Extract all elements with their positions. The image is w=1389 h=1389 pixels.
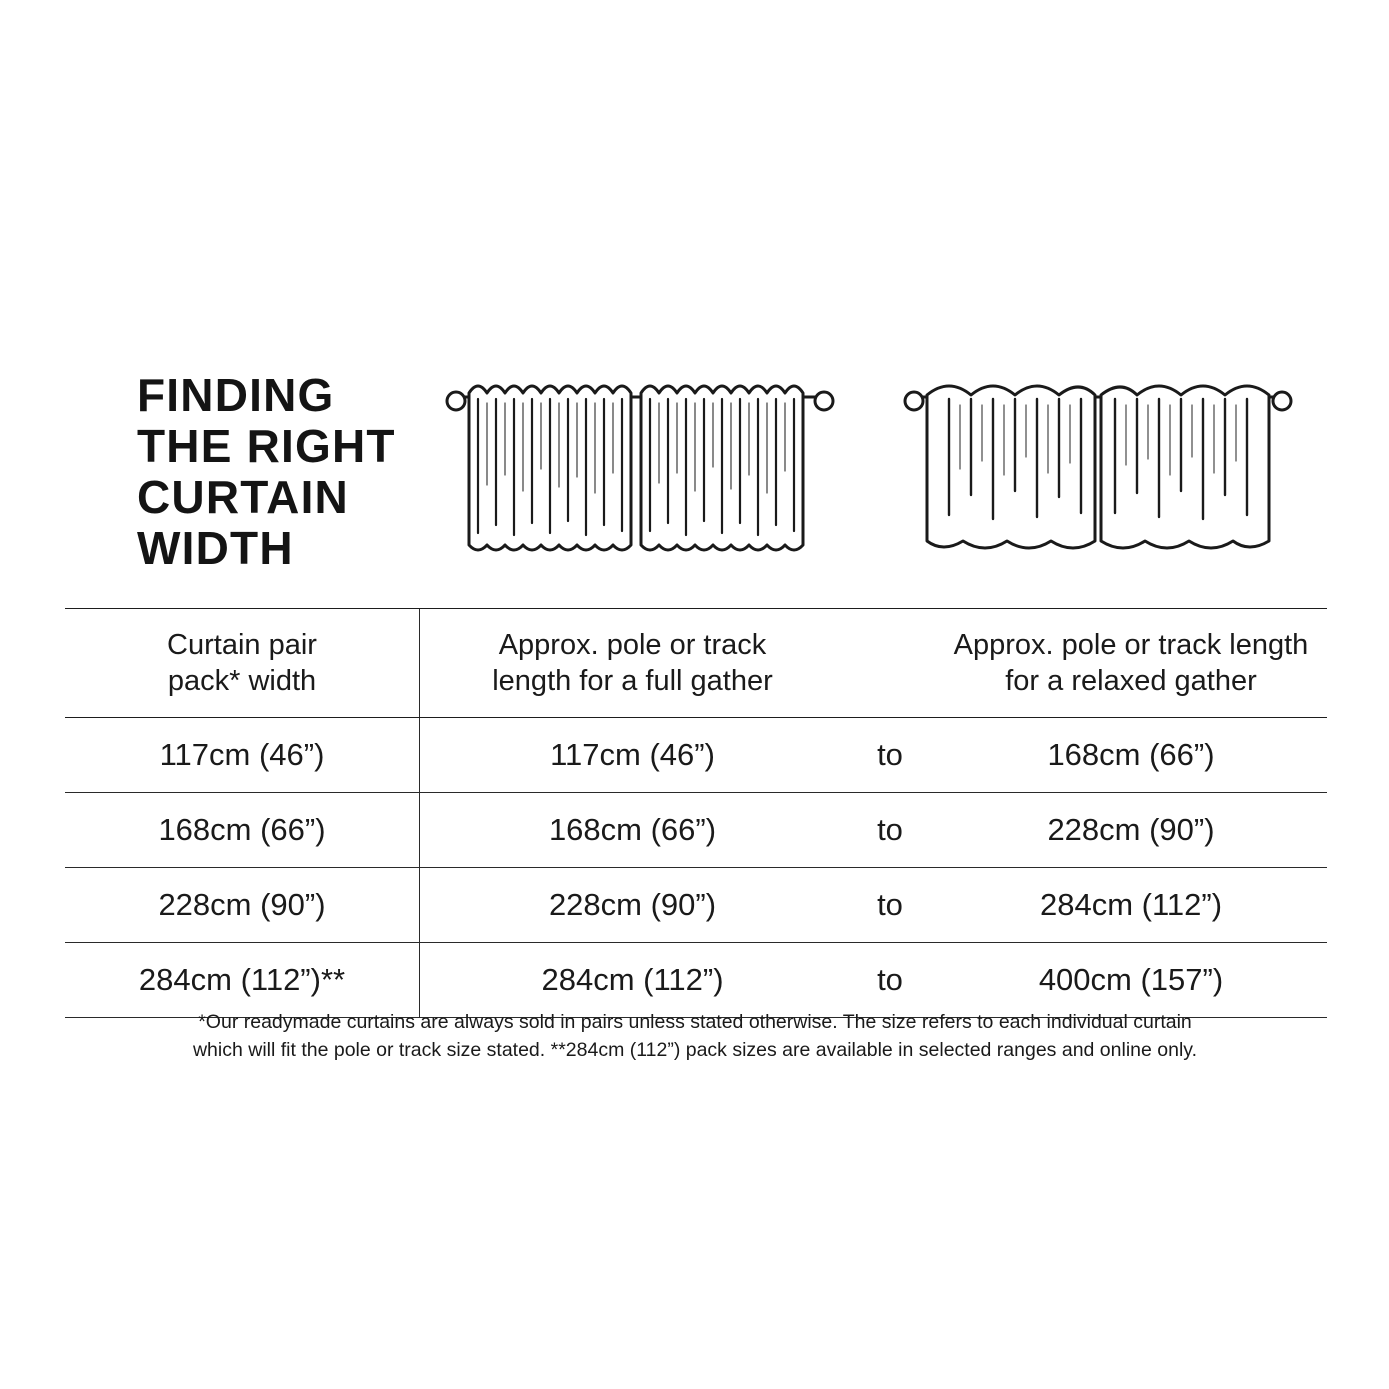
cell-to-label: to bbox=[877, 812, 903, 847]
cell-full-gather: 284cm (112”) bbox=[541, 962, 724, 997]
full-gather-curtain-illustration bbox=[445, 365, 835, 575]
page-title-line-3: CURTAIN bbox=[137, 471, 349, 523]
cell-full-gather: 168cm (66”) bbox=[548, 812, 717, 847]
curtain-width-table bbox=[65, 608, 1327, 1018]
table-row bbox=[65, 718, 1327, 793]
header-full-gather-line-1: Approx. pole or track bbox=[498, 629, 767, 661]
relaxed-gather-curtain-illustration bbox=[903, 365, 1293, 575]
footnote-line-1: *Our readymade curtains are always sold in pairs unless stated otherwise. The size refers to each individual curtain bbox=[198, 1011, 1192, 1033]
table-row bbox=[65, 793, 1327, 868]
table-row bbox=[65, 868, 1327, 943]
cell-to-label: to bbox=[877, 737, 903, 772]
cell-relaxed-gather: 168cm (66”) bbox=[1047, 737, 1215, 772]
header-cell-full-gather bbox=[420, 609, 845, 717]
header-pack-width-line-1: Curtain pair bbox=[167, 629, 317, 661]
header-pack-width-line-2: pack* width bbox=[167, 665, 317, 697]
cell-full-gather: 117cm (46”) bbox=[550, 737, 715, 772]
page-title-line-2: THE RIGHT bbox=[137, 420, 396, 472]
header-cell-relaxed-gather bbox=[935, 609, 1327, 717]
table-row bbox=[65, 943, 1327, 1018]
page-title-line-1: FINDING bbox=[137, 369, 335, 421]
header-relaxed-gather-line-1: Approx. pole or track length bbox=[953, 629, 1309, 661]
cell-relaxed-gather: 228cm (90”) bbox=[1047, 812, 1215, 847]
cell-to-label: to bbox=[877, 887, 903, 922]
cell-relaxed-gather: 284cm (112”) bbox=[1039, 887, 1223, 922]
header-relaxed-gather-line-2: for a relaxed gather bbox=[1005, 665, 1257, 697]
header-cell-spacer bbox=[845, 609, 935, 717]
guide-header bbox=[65, 365, 1325, 600]
cell-pack-width: 168cm (66”) bbox=[65, 793, 420, 867]
cell-full-gather: 228cm (90”) bbox=[548, 887, 717, 922]
cell-relaxed-gather: 400cm (157”) bbox=[1038, 962, 1224, 997]
page-title bbox=[137, 370, 467, 574]
page-title-line-4: WIDTH bbox=[137, 522, 294, 574]
cell-pack-width: 117cm (46”) bbox=[65, 718, 420, 792]
curtain-illustrations bbox=[445, 365, 1325, 585]
header-full-gather-line-2: length for a full gather bbox=[492, 665, 773, 697]
table-header-row bbox=[65, 609, 1327, 718]
cell-to-label: to bbox=[877, 962, 903, 997]
footnote-line-2: which will fit the pole or track size stated. **284cm (112”) pack sizes are available in selected ranges and online only. bbox=[192, 1039, 1198, 1061]
header-cell-pack-width bbox=[65, 609, 420, 717]
footnote bbox=[150, 1008, 1240, 1064]
cell-pack-width: 284cm (112”)** bbox=[65, 943, 420, 1017]
cell-pack-width: 228cm (90”) bbox=[65, 868, 420, 942]
